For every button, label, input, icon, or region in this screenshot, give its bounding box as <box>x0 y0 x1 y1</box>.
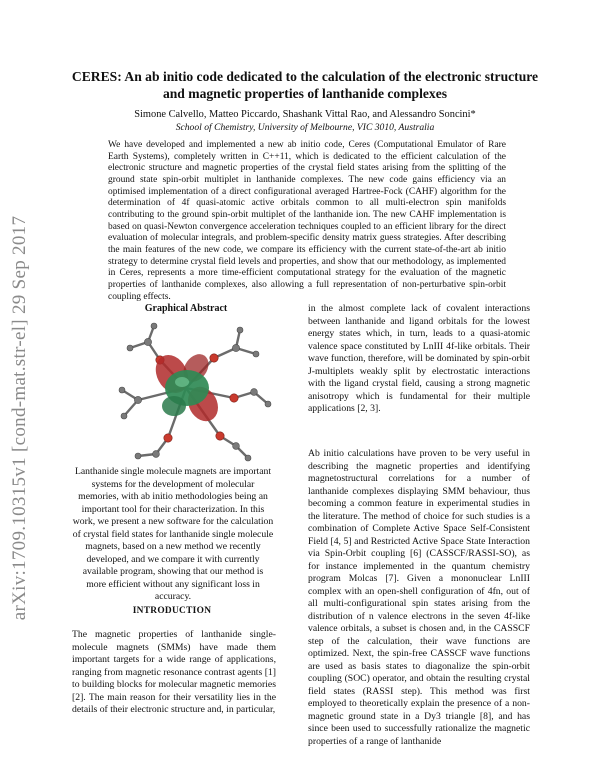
arxiv-stamp-text: arXiv:1709.10315v1 [cond-mat.str-el] 29 Sep 2017 <box>9 215 30 621</box>
molecule-figure <box>108 318 278 468</box>
introduction-heading: INTRODUCTION <box>132 606 212 616</box>
right-column-paragraph-1: in the almost complete lack of covalent interactions between lanthanide and ligand orbitals for the lowest energy states which, in turn, leads to a quasi-atomic valence space constituted by LnIII 4f-like orbitals. Their wave function, therefore, will be dominated by spin-orbit J-multiplets weakly split by electrostatic interactions with the ligand crystal field, causing a strong magnetic anisotropy which is fundamental for their multiple applications [2, 3]. <box>308 303 530 414</box>
author-list: Simone Calvello, Matteo Piccardo, Shashank Vittal Rao, and Alessandro Soncini* <box>134 109 476 120</box>
abstract: We have developed and implemented a new ab initio code, Ceres (Computational Emulator of Rare Earth Systems), completely written in C++11, which is dedicated to the efficient calculation of the electronic structure and magnetic properties of the crystal field states arising from the splitting of the ground state spin-orbit multiplet in lanthanide complexes. The new code gains efficiency via an optimised implementation of a direct configurational averaged Hartree-Fock (CAHF) algorithm for the determination of 4f quasi-atomic active orbitals common to all multi-electron spin manifolds contributing to the ground spin-orbit multiplet of the lanthanide ion. The new CAHF implementation is based on quasi-Newton convergence acceleration techniques coupled to an efficient library for the direct evaluation of molecular integrals, and problem-specific density matrix guess strategies. After describing the main features of the new code, we compare its efficiency with the current state-of-the-art ab initio strategy to determine crystal field levels and properties, and show that our methodology, as implemented in Ceres, represents a more time-efficient computational strategy for the evaluation of the magnetic properties of lanthanide complexes, also allowing a full representation of non-perturbative spin-orbit coupling effects. <box>108 140 506 302</box>
graphical-abstract-caption: Lanthanide single molecule magnets are important systems for the development of molecular memories, with ab initio methodologies being an important tool for their characterization. In this work, we present a new software for the calculation of crystal field states for lanthanide single molecule magnets, based on a new method we recently developed, and we compare it with currently available program, showing that our method is more efficient without any significant loss in accuracy. <box>72 466 274 602</box>
right-column-paragraph-2: Ab initio calculations have proven to be very useful in describing the magnetic properties and identifying magnetostructural correlations for a number of lanthanide complexes displaying SMM behaviour, thus becoming a common feature in experimental studies in the literature. The method of choice for such studies is a combination of Complete Active Space Self-Consistent Field [4, 5] and Restricted Active Space State Interaction via Spin-Orbit coupling [6] (CASSCF/RASSI-SO), as for instance implemented in the quantum chemistry program Molcas [7]. Given a mononuclear LnIII complex with an open-shell configuration of 4fn, out of all multi-configurational spin states arising from the distribution of n valence electrons in the seven 4f-like valence orbitals, a subset is chosen and, in the CASSCF step of the calculation, their wave functions are optimized. Next, the spin-free CASSCF wave functions are used as basis states to diagonalize the spin-orbit coupling (SOC) operator, and obtain the resulting crystal field states (RASSI step). This method was first employed to theoretically explain the presence of a non-magnetic ground state in a Dy3 triangle [8], and has since been used to successfully rationalize the magnetic properties of a range of lanthanide <box>308 448 530 747</box>
graphical-abstract-heading: Graphical Abstract <box>144 303 228 314</box>
paper-title: CERES: An ab initio code dedicated to the calculation of the electronic structure and magnetic properties of lanthanide complexes <box>71 69 539 101</box>
introduction-paragraph: The magnetic properties of lanthanide single-molecule magnets (SMMs) have made them important targets for a wide range of applications, ranging from magnetic resonance contrast agents [1] to building blocks for molecular magnetic memories [2]. The main reason for their versatility lies in the details of their electronic structure and, in particular, <box>72 629 276 715</box>
affiliation: School of Chemistry, University of Melbourne, VIC 3010, Australia <box>175 122 435 133</box>
arxiv-stamp <box>6 178 34 658</box>
